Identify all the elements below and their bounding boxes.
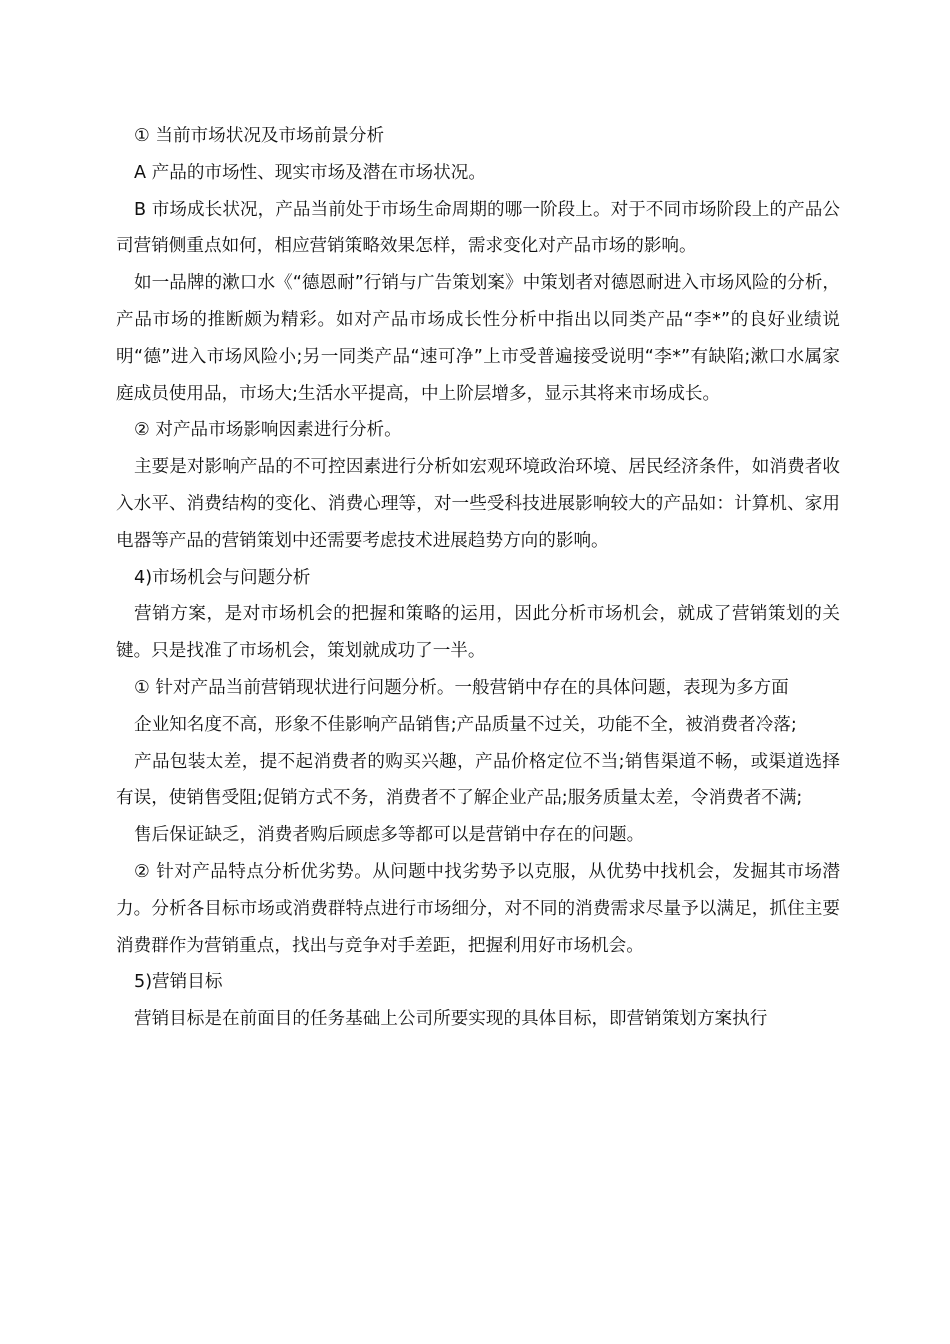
paragraph-brand-awareness: 企业知名度不高，形象不佳影响产品销售;产品质量不过关，功能不全，被消费者冷落;: [134, 714, 797, 735]
heading-marketing-goals: 5)营销目标: [134, 972, 223, 993]
paragraph-mouthwash-example: 如一品牌的漱口水《“德恩耐”行销与广告策划案》中策划者对德恩耐进入市场风险的分析，产品市场的推断颇为精彩。如对产品市场成长性分析中指出以同类产品“李*”的良好业绩说明“德”进入市场风险小;另一同类产品“速可净”上市受普遍接受说明“李*”有缺陷;漱口水属家庭成员使用品，市场大;生活水平提高，中上阶层增多，显示其将来市场成长。: [116, 273, 840, 404]
item-a-market-nature: A 产品的市场性、现实市场及潜在市场状况。: [134, 162, 486, 183]
paragraph-after-sales: 售后保证缺乏，消费者购后顾虑多等都可以是营销中存在的问题。: [134, 825, 645, 846]
paragraph-uncontrollable-factors: 主要是对影响产品的不可控因素进行分析如宏观环境政治环境、居民经济条件，如消费者收入水平、消费结构的变化、消费心理等，对一些受科技进展影响较大的产品如：计算机、家用电器等产品的营销策划中还需要考虑技术进展趋势方向的影响。: [116, 457, 840, 551]
document-body: [116, 118, 840, 1038]
paragraph-marketing-goals: 营销目标是在前面目的任务基础上公司所要实现的具体目标，即营销策划方案执行: [134, 1009, 768, 1030]
paragraph-packaging-issues: 产品包装太差，提不起消费者的购买兴趣，产品价格定位不当;销售渠道不畅，或渠道选择有误，使销售受阻;促销方式不务，消费者不了解企业产品;服务质量太差，令消费者不满;: [116, 751, 840, 809]
item-b-market-growth: B 市场成长状况，产品当前处于市场生命周期的哪一阶段上。对于不同市场阶段上的产品公司营销侧重点如何，相应营销策略效果怎样，需求变化对产品市场的影响。: [116, 199, 840, 257]
heading-market-status: ① 当前市场状况及市场前景分析: [134, 126, 385, 146]
heading-problem-analysis: ① 针对产品当前营销现状进行问题分析。一般营销中存在的具体问题，表现为多方面: [134, 677, 789, 698]
paragraph-marketing-plan: 营销方案，是对市场机会的把握和策略的运用，因此分析市场机会，就成了营销策划的关键。只是找准了市场机会，策划就成功了一半。: [116, 604, 840, 662]
heading-influence-factors: ② 对产品市场影响因素进行分析。: [134, 420, 402, 441]
paragraph-strengths-weaknesses: ② 针对产品特点分析优劣势。从问题中找劣势予以克服，从优势中找机会，发掘其市场潜力。分析各目标市场或消费群特点进行市场细分，对不同的消费需求尽量予以满足，抓住主要消费群作为营销重点，找出与竞争对手差距，把握利用好市场机会。: [116, 861, 840, 956]
heading-opportunities-problems: 4)市场机会与问题分析: [134, 567, 311, 588]
